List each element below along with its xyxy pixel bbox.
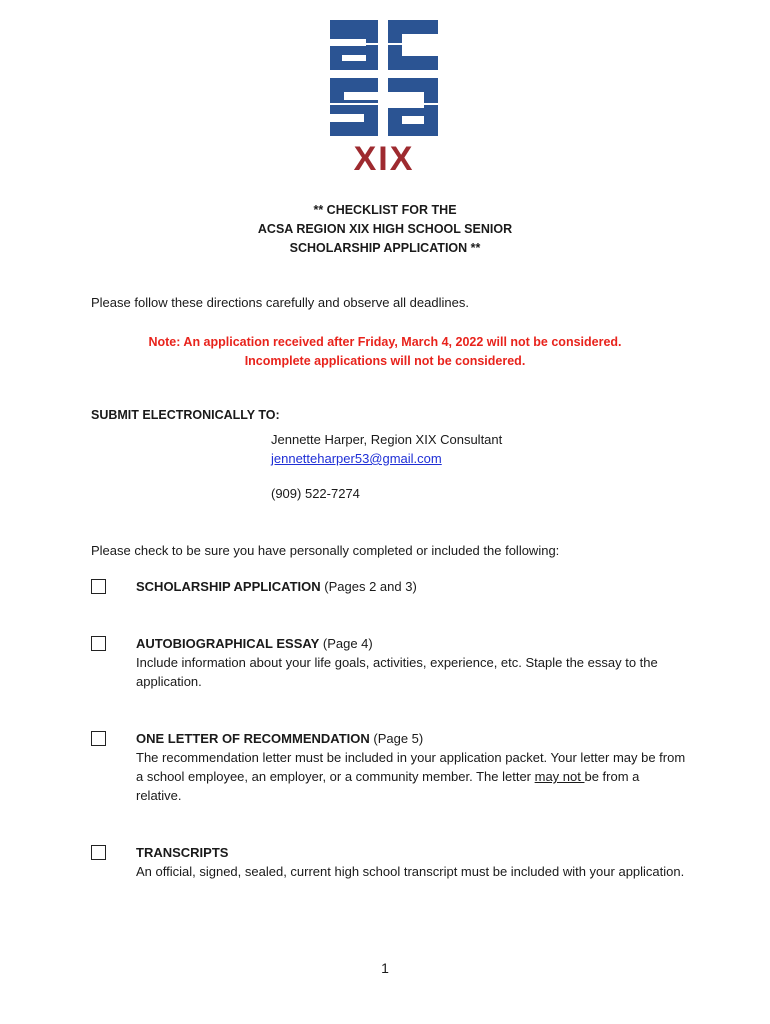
- description-text: The recommendation letter must be included in your application packet. Your letter may be from a school employee, an employer, or a community member. The letter: [136, 750, 686, 784]
- item-pages: (Page 5): [369, 731, 424, 746]
- page-title: [0, 201, 770, 258]
- item-description: An official, signed, sealed, current high school transcript must be included with your application.: [136, 864, 685, 879]
- item-title: SCHOLARSHIP APPLICATION: [136, 579, 321, 594]
- acsa-logo: [326, 16, 442, 174]
- item-pages: (Page 4): [319, 636, 373, 651]
- submit-heading: SUBMIT ELECTRONICALLY TO:: [91, 408, 280, 422]
- checkbox[interactable]: [91, 731, 106, 746]
- item-title: TRANSCRIPTS: [136, 845, 229, 860]
- logo-text: XIX: [353, 140, 415, 174]
- page-number: 1: [381, 960, 389, 976]
- intro-text: Please follow these directions carefully and observe all deadlines.: [91, 295, 469, 310]
- item-pages: (Pages 2 and 3): [320, 579, 417, 594]
- checkbox[interactable]: [91, 579, 106, 594]
- title-line-1: ** CHECKLIST FOR THE: [313, 203, 457, 217]
- note-line-2: Incomplete applications will not be considered.: [244, 354, 526, 368]
- item-description: [136, 748, 686, 805]
- checkbox[interactable]: [91, 636, 106, 651]
- title-line-3: SCHOLARSHIP APPLICATION **: [289, 241, 481, 255]
- description-text-end: be from a relative.: [136, 769, 640, 803]
- contact-email-link[interactable]: jennetteharper53@gmail.com: [271, 451, 442, 466]
- item-title: AUTOBIOGRAPHICAL ESSAY: [136, 636, 320, 651]
- note-line-1: Note: An application received after Friday, March 4, 2022 will not be considered.: [148, 335, 622, 349]
- deadline-note: [0, 333, 770, 371]
- checkbox[interactable]: [91, 845, 106, 860]
- checklist-intro: Please check to be sure you have personally completed or included the following:: [91, 543, 560, 558]
- contact-phone: (909) 522-7274: [271, 486, 360, 501]
- item-title: ONE LETTER OF RECOMMENDATION: [136, 731, 370, 746]
- item-description: Include information about your life goals, activities, experience, etc. Staple the essay to the application.: [136, 655, 658, 689]
- description-emphasis: may not: [534, 769, 585, 784]
- title-line-2: ACSA REGION XIX HIGH SCHOOL SENIOR: [257, 222, 513, 236]
- contact-name: Jennette Harper, Region XIX Consultant: [271, 432, 503, 447]
